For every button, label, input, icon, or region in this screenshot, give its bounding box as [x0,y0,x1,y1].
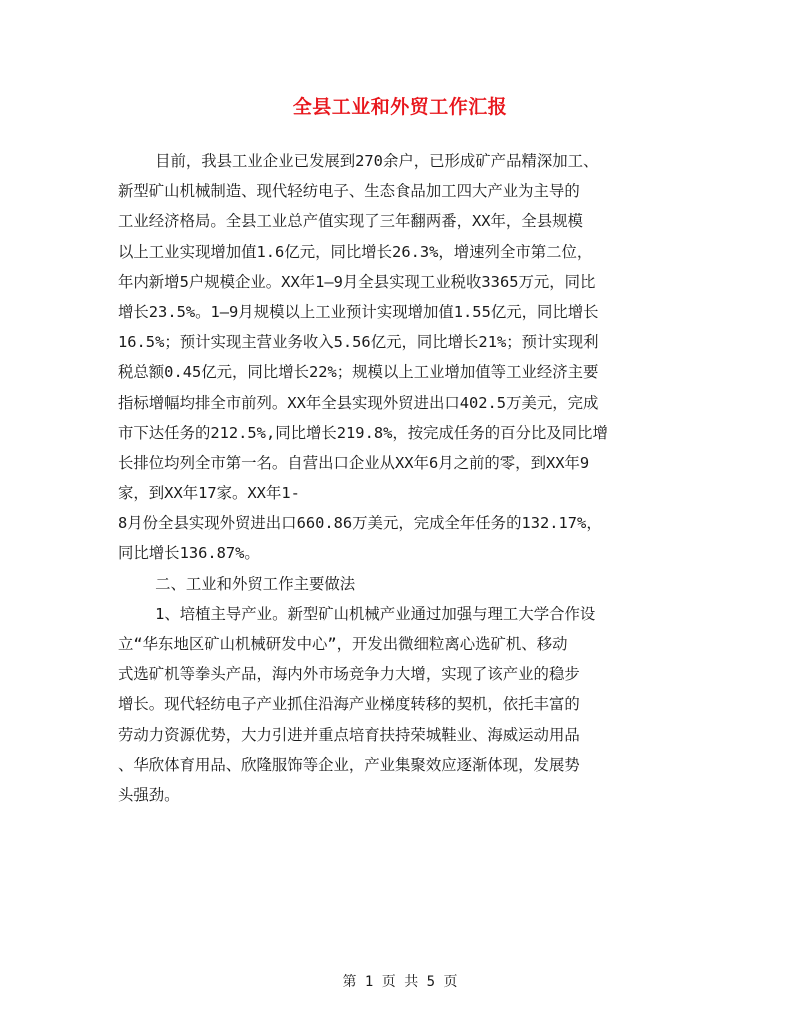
document-title: 全县工业和外贸工作汇报 [292,96,508,118]
body-line: 增长23.5%。1—9月规模以上工业预计实现增加值1.55亿元，同比增长 [118,302,599,321]
body-line: 以上工业实现增加值1.6亿元，同比增长26.3%，增速列全市第二位， [118,242,593,261]
document-body [118,146,688,810]
body-line: 、华欣体育用品、欣隆服饰等企业，产业集聚效应逐渐体现，发展势 [118,755,580,774]
body-line: 增长。现代轻纺电子产业抓住沿海产业梯度转移的契机，依托丰富的 [118,695,580,714]
body-line: 工业经济格局。全县工业总产值实现了三年翻两番，XX年，全县规模 [118,212,583,231]
body-line: 目前，我县工业企业已发展到270余户，已形成矿产品精深加工、 [118,152,599,170]
body-line: 指标增幅均排全市前列。XX年全县实现外贸进出口402.5万美元，完成 [118,393,599,412]
section-heading: 二、工业和外贸工作主要做法 [118,574,356,593]
body-line: 立“华东地区矿山机械研发中心”，开发出微细粒离心选矿机、移动 [118,635,568,653]
body-line: 新型矿山机械制造、现代轻纺电子、生态食品加工四大产业为主导的 [118,182,580,201]
page-footer: 第 1 页 共 5 页 [342,974,458,990]
body-line: 同比增长136.87%。 [118,544,260,563]
body-line: 税总额0.45亿元，同比增长22%；规模以上工业增加值等工业经济主要 [118,363,599,382]
body-line: 头强劲。 [118,785,180,804]
body-line: 家，到XX年17家。XX年1- [118,484,300,503]
body-line: 年内新增5户规模企业。XX年1—9月全县实现工业税收3365万元，同比 [118,272,596,291]
body-line: 式选矿机等拳头产品，海内外市场竞争力大增，实现了该产业的稳步 [118,665,580,684]
body-line: 市下达任务的212.5%,同比增长219.8%，按完成任务的百分比及同比增 [118,423,608,442]
body-line: 8月份全县实现外贸进出口660.86万美元，完成全年任务的132.17%， [118,514,602,533]
body-line: 长排位均列全市第一名。自营出口企业从XX年6月之前的零，到XX年9 [118,453,590,472]
body-line: 16.5%；预计实现主营业务收入5.56亿元，同比增长21%；预计实现利 [118,333,599,352]
body-line: 劳动力资源优势，大力引进并重点培育扶持荣城鞋业、海威运动用品 [118,725,580,744]
body-line: 1、培植主导产业。新型矿山机械产业通过加强与理工大学合作设 [118,604,596,623]
